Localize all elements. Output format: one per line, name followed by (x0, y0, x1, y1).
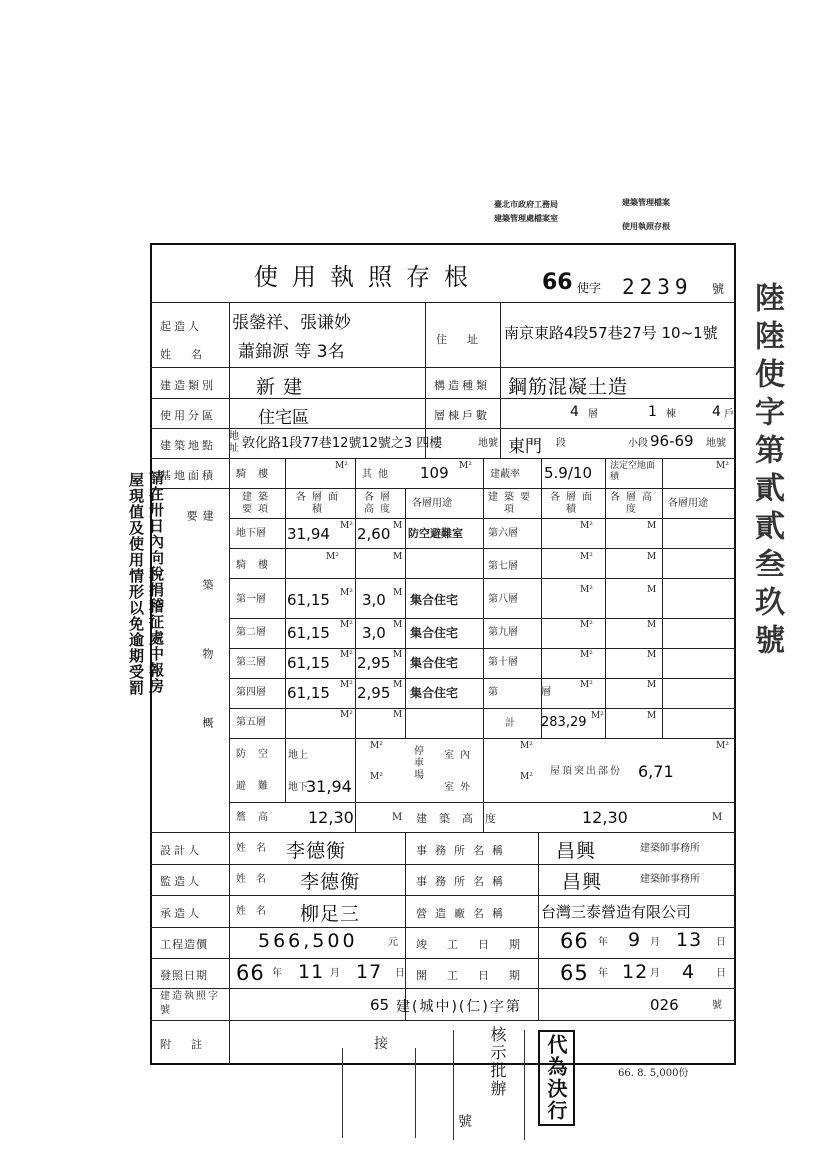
floor-height: 2,95 (357, 654, 391, 672)
supervisor-name: 李德衡 (300, 871, 361, 893)
site-lot-label: 地號 (478, 438, 498, 449)
form-title: 使用執照存根 (254, 263, 482, 291)
right-floor-name: 第九層 (488, 627, 518, 638)
shelter-label-2: 避難 (236, 781, 280, 792)
designer-name-label: 姓名 (236, 843, 276, 854)
bottom-stamp-1: 接 (374, 1036, 388, 1052)
start-day-unit: 日 (716, 968, 726, 979)
building-height-value: 12,30 (582, 808, 628, 827)
area-label: 基地面積 (160, 469, 216, 482)
permit-suffix: 號 (712, 282, 725, 296)
shelter-above: 地上 (288, 750, 308, 761)
applicant-names-1: 張鎣祥、張谦妙 (232, 313, 351, 333)
designer-name: 李德衡 (286, 840, 347, 862)
site-addr-label: 地址 (229, 431, 239, 454)
right-floor-name: 第八層 (488, 594, 518, 605)
cost-label: 工程造價 (160, 938, 208, 951)
floor-use: 集合住宅 (410, 656, 459, 670)
arcade-unit: M² (335, 461, 348, 471)
designer-role: 設計人 (160, 844, 202, 857)
supervisor-role: 監造人 (160, 875, 202, 888)
contractor-role: 承造人 (160, 907, 202, 920)
permit-ref-suffix: 號 (712, 1000, 722, 1011)
complete-month: 9 (628, 929, 642, 951)
height-unit: M (647, 552, 657, 562)
issue-label: 發照日期 (160, 969, 208, 982)
area-unit: M² (580, 620, 593, 630)
floors-count: 4 (570, 404, 579, 420)
issue-month: 11 (298, 961, 325, 983)
side-note-left: 屋現值及使用情形以免逾期受罰 (127, 472, 145, 696)
parking-outdoor: 室外 (444, 782, 476, 793)
start-month-unit: 月 (650, 968, 660, 979)
total-height-unit: M (647, 711, 657, 721)
area-unit: M² (580, 680, 593, 690)
address-value: 南京東路4段57巷27号 10~1號 (504, 324, 718, 342)
designer-office-label: 事務所名稱 (416, 844, 511, 857)
floor-area: 61,15 (287, 684, 330, 702)
issue-day: 17 (356, 961, 383, 983)
zone-label: 使用分區 (160, 409, 216, 422)
site-address: 敦化路1段77巷12號12號之3 四樓 (242, 436, 443, 451)
building-type-label: 建造類別 (160, 379, 216, 392)
floor-use: 集合住宅 (410, 593, 459, 607)
print-info: 66. 8. 5,000份 (618, 1068, 689, 1079)
complete-label: 竣工日期 (416, 938, 540, 951)
shelter-above-unit: M² (370, 741, 383, 751)
complete-day: 13 (676, 929, 703, 951)
area-unit: M² (340, 521, 353, 531)
floor-table-label: 建築物概要 (185, 510, 214, 786)
right-header-height: 各層高度 (610, 492, 658, 515)
ratio-label: 建蔽率 (490, 469, 520, 480)
building-type-value: 新 建 (256, 376, 304, 398)
area-unit: M² (580, 521, 593, 531)
floor-height: 3,0 (362, 591, 386, 609)
issue-year-unit: 年 (272, 968, 282, 979)
start-year-unit: 年 (598, 968, 608, 979)
complete-month-unit: 月 (650, 937, 660, 948)
floor-use: 集合住宅 (410, 626, 459, 640)
right-floor-name: 第十層 (488, 657, 518, 668)
total-area-unit: M² (591, 711, 604, 721)
cost-value: 566,500 (258, 930, 358, 952)
total-area: 283,29 (541, 715, 587, 730)
left-header-use: 各層用途 (412, 498, 452, 509)
floor-use: 防空避難室 (408, 527, 463, 540)
eave-label: 簷高 (236, 812, 280, 823)
left-header-item: 建築要項 (242, 492, 274, 515)
cost-unit: 元 (388, 937, 398, 948)
floor-area: 61,15 (287, 591, 330, 609)
eave-value: 12,30 (308, 808, 354, 827)
supervisor-office-label: 事務所名稱 (416, 875, 511, 888)
roof-label: 屋頂突出部份 (550, 766, 622, 777)
site-lot-suffix: 地號 (706, 438, 726, 449)
parking-label: 停車場 (414, 746, 424, 781)
height-unit: M (393, 588, 403, 598)
supervisor-office: 昌興 (562, 871, 603, 893)
left-header-height: 各層高度 (364, 492, 396, 515)
area-unit: M² (580, 585, 593, 595)
area-unit: M² (340, 620, 353, 630)
designer-office: 昌興 (556, 840, 597, 862)
legal-unit: M² (716, 461, 729, 471)
floor-area: 31,94 (287, 525, 330, 543)
designer-office-suffix: 建築師事務所 (640, 843, 700, 854)
bottom-stamp-3: 代為決行 (538, 1030, 575, 1126)
site-label: 建築地點 (160, 439, 216, 452)
issue-month-unit: 月 (330, 968, 340, 979)
complete-day-unit: 日 (716, 937, 726, 948)
permit-ref-year: 65 (370, 996, 390, 1014)
total-label: 計 (505, 718, 515, 729)
address-label: 住址 (436, 333, 498, 346)
start-day: 4 (682, 961, 696, 983)
supervisor-name-label: 姓名 (236, 874, 276, 885)
arcade-label: 騎樓 (236, 469, 280, 480)
contractor-name: 柳足三 (300, 903, 361, 925)
right-header-use: 各層用途 (668, 498, 708, 509)
zone-value: 住宅區 (258, 408, 309, 428)
issue-day-unit: 日 (395, 968, 405, 979)
shelter-below: 地下 (288, 782, 308, 793)
right-floor-name: 第六層 (488, 528, 518, 539)
units-count: 4 (712, 404, 721, 420)
area-unit: M² (340, 680, 353, 690)
roof-unit: M² (716, 741, 729, 751)
site-lot-number: 96-69 (650, 432, 694, 450)
remarks-label: 附註 (160, 1038, 222, 1051)
other-unit: M² (459, 461, 472, 471)
floor-name: 第二層 (236, 627, 266, 638)
height-unit: M (647, 521, 657, 531)
area-unit: M² (340, 650, 353, 660)
height-unit: M (393, 552, 403, 562)
floor-name: 騎樓 (236, 560, 280, 571)
other-label: 其他 (362, 469, 394, 480)
supervisor-office-suffix: 建築師事務所 (640, 874, 700, 885)
height-unit: M (647, 680, 657, 690)
permit-year: 66 (542, 270, 573, 295)
right-floor-name: 第七層 (488, 561, 518, 572)
right-header-area: 各層面積 (550, 492, 598, 515)
side-note-right: 請在卅日內向稅捐稽征處中報房 (147, 470, 165, 694)
bottom-stamp-2: 核示批辦 (488, 1026, 507, 1098)
height-unit: M (393, 521, 403, 531)
area-unit: M² (580, 650, 593, 660)
complete-year: 66 (560, 929, 589, 953)
shelter-below-unit: M² (370, 772, 383, 782)
building-height-label: 建築高度 (416, 812, 508, 825)
permit-ref-label: 建造執照字號 (160, 991, 220, 1016)
height-unit: M (393, 710, 403, 720)
permit-number: 2239 (622, 275, 693, 299)
ratio-value: 5.9/10 (544, 464, 592, 482)
floor-height: 2,60 (357, 525, 391, 543)
height-unit: M (647, 585, 657, 595)
applicant-names-2: 蕭錦源 等 3名 (238, 342, 345, 362)
applicant-name-label: 姓名 (160, 348, 222, 361)
right-header-item: 建築要項 (488, 492, 536, 515)
floor-use: 集合住宅 (410, 686, 459, 700)
parking-outdoor-unit: M² (520, 772, 533, 782)
buildings-unit: 棟 (666, 409, 676, 420)
archive-stamp-right-2: 使用執照存根 (622, 221, 670, 231)
area-unit: M² (326, 552, 339, 562)
floor-name: 第四層 (236, 687, 266, 698)
building-height-unit: M (712, 812, 723, 823)
floor-name: 第五層 (236, 717, 266, 728)
permit-word: 使字 (577, 281, 602, 295)
units-unit: 戶 (724, 409, 734, 420)
shelter-below-value: 31,94 (306, 777, 352, 796)
site-subsection: 小段 (628, 438, 648, 449)
floor-area: 61,15 (287, 654, 330, 672)
permit-ref-number: 026 (650, 996, 679, 1014)
site-section: 東門 (508, 437, 542, 457)
start-label: 開工日期 (416, 969, 540, 982)
height-unit: M (393, 620, 403, 630)
height-unit: M (647, 620, 657, 630)
structure-label: 構造種類 (434, 379, 490, 392)
floors-label: 層棟戶數 (434, 409, 490, 422)
start-month: 12 (622, 961, 649, 983)
permit-ref-word: 建(城中)(仁)字第 (396, 999, 522, 1015)
legal-area-label: 法定空地面積 (610, 461, 656, 482)
area-unit: M² (580, 552, 593, 562)
issue-year: 66 (236, 961, 265, 985)
contractor-firm-label: 營造廠名稱 (416, 907, 511, 920)
floor-area: 61,15 (287, 624, 330, 642)
floor-name: 地下層 (236, 528, 266, 539)
right-margin-text: 陸陸使字第貳貳叁玖號 (749, 282, 784, 662)
contractor-name-label: 姓名 (236, 906, 276, 917)
other-value: 109 (420, 464, 449, 482)
floor-name: 第一層 (236, 594, 266, 605)
area-unit: M² (340, 588, 353, 598)
area-unit: M² (340, 710, 353, 720)
start-year: 65 (560, 961, 589, 985)
contractor-firm: 台灣三泰營造有限公司 (541, 903, 692, 921)
eave-unit: M (392, 812, 403, 823)
shelter-label-1: 防空 (236, 749, 280, 760)
parking-indoor: 室內 (444, 750, 476, 761)
roof-value: 6,71 (638, 762, 674, 781)
height-unit: M (393, 680, 403, 690)
height-unit: M (393, 650, 403, 660)
complete-year-unit: 年 (598, 937, 608, 948)
archive-stamp-left-1: 臺北市政府工務局 (494, 199, 558, 209)
structure-value: 鋼筋混凝土造 (508, 376, 629, 398)
floor-height: 3,0 (362, 624, 386, 642)
floor-height: 2,95 (357, 684, 391, 702)
right-floor-name: 第 層 (488, 687, 572, 698)
applicant-label: 起造人 (160, 320, 202, 333)
left-header-area: 各層面積 (296, 492, 344, 515)
parking-indoor-unit: M² (520, 741, 533, 751)
floors-unit: 層 (588, 409, 598, 420)
bottom-stamp-box (342, 1048, 416, 1138)
floor-name: 第三層 (236, 657, 266, 668)
buildings-count: 1 (648, 404, 657, 420)
site-section-unit: 段 (556, 438, 566, 449)
hao-label: 號 (458, 1114, 472, 1130)
height-unit: M (647, 650, 657, 660)
archive-stamp-right-1: 建築管理檔案 (622, 197, 670, 207)
archive-stamp-left-2: 建築管理處檔案室 (494, 213, 558, 223)
